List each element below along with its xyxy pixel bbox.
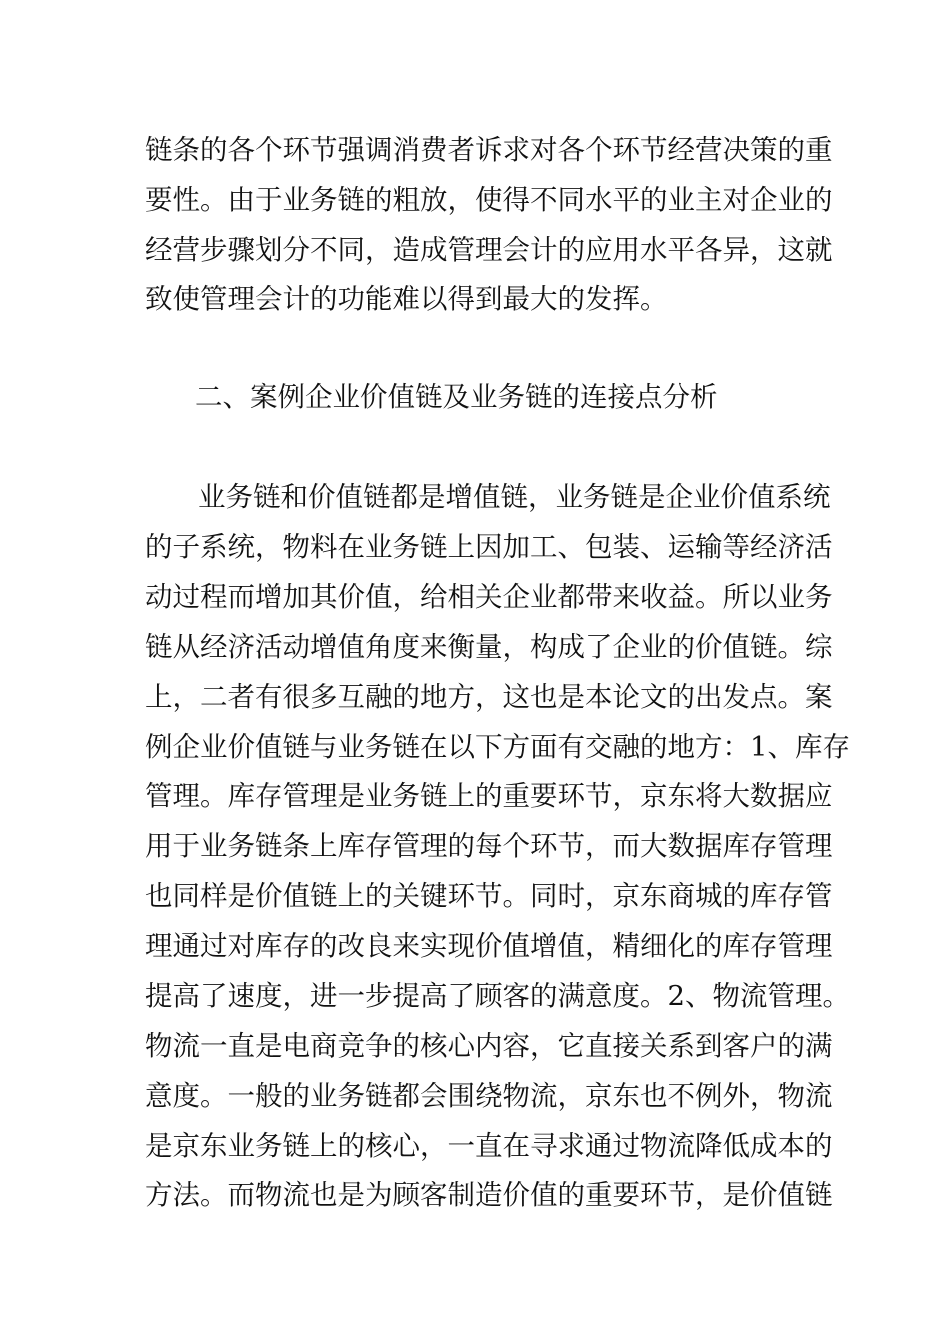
text-line: 动过程而增加其价值，给相关企业都带来收益。所以业务 bbox=[145, 581, 833, 613]
text-line: 链从经济活动增值角度来衡量，构成了企业的价值链。综 bbox=[145, 631, 833, 663]
text-line: 业务链和价值链都是增值链，业务链是企业价值系统 bbox=[198, 481, 831, 513]
text-line: 是京东业务链上的核心，一直在寻求通过物流降低成本的 bbox=[145, 1130, 833, 1162]
text-line: 经营步骤划分不同，造成管理会计的应用水平各异，这就 bbox=[145, 234, 833, 266]
text-line: 用于业务链条上库存管理的每个环节，而大数据库存管理 bbox=[145, 830, 833, 862]
text-line: 理通过对库存的改良来实现价值增值，精细化的库存管理 bbox=[145, 930, 833, 962]
text-line: 也同样是价值链上的关键环节。同时，京东商城的库存管 bbox=[145, 880, 833, 912]
text-line: 的子系统，物料在业务链上因加工、包装、运输等经济活 bbox=[145, 531, 833, 563]
text-line: 上，二者有很多互融的地方，这也是本论文的出发点。案 bbox=[145, 681, 833, 713]
text-line: 要性。由于业务链的粗放，使得不同水平的业主对企业的 bbox=[145, 184, 833, 216]
text-line: 方法。而物流也是为顾客制造价值的重要环节，是价值链 bbox=[145, 1179, 833, 1211]
text-line: 致使管理会计的功能难以得到最大的发挥。 bbox=[145, 283, 668, 315]
text-line: 例企业价值链与业务链在以下方面有交融的地方：1、库存 bbox=[145, 731, 850, 763]
text-line: 链条的各个环节强调消费者诉求对各个环节经营决策的重 bbox=[145, 134, 833, 166]
section-heading: 二、案例企业价值链及业务链的连接点分析 bbox=[195, 381, 718, 413]
text-line: 管理。库存管理是业务链上的重要环节，京东将大数据应 bbox=[145, 780, 833, 812]
text-line: 物流一直是电商竞争的核心内容，它直接关系到客户的满 bbox=[145, 1030, 833, 1062]
text-line: 意度。一般的业务链都会围绕物流，京东也不例外，物流 bbox=[145, 1080, 833, 1112]
text-line: 提高了速度，进一步提高了顾客的满意度。2、物流管理。 bbox=[145, 980, 850, 1012]
